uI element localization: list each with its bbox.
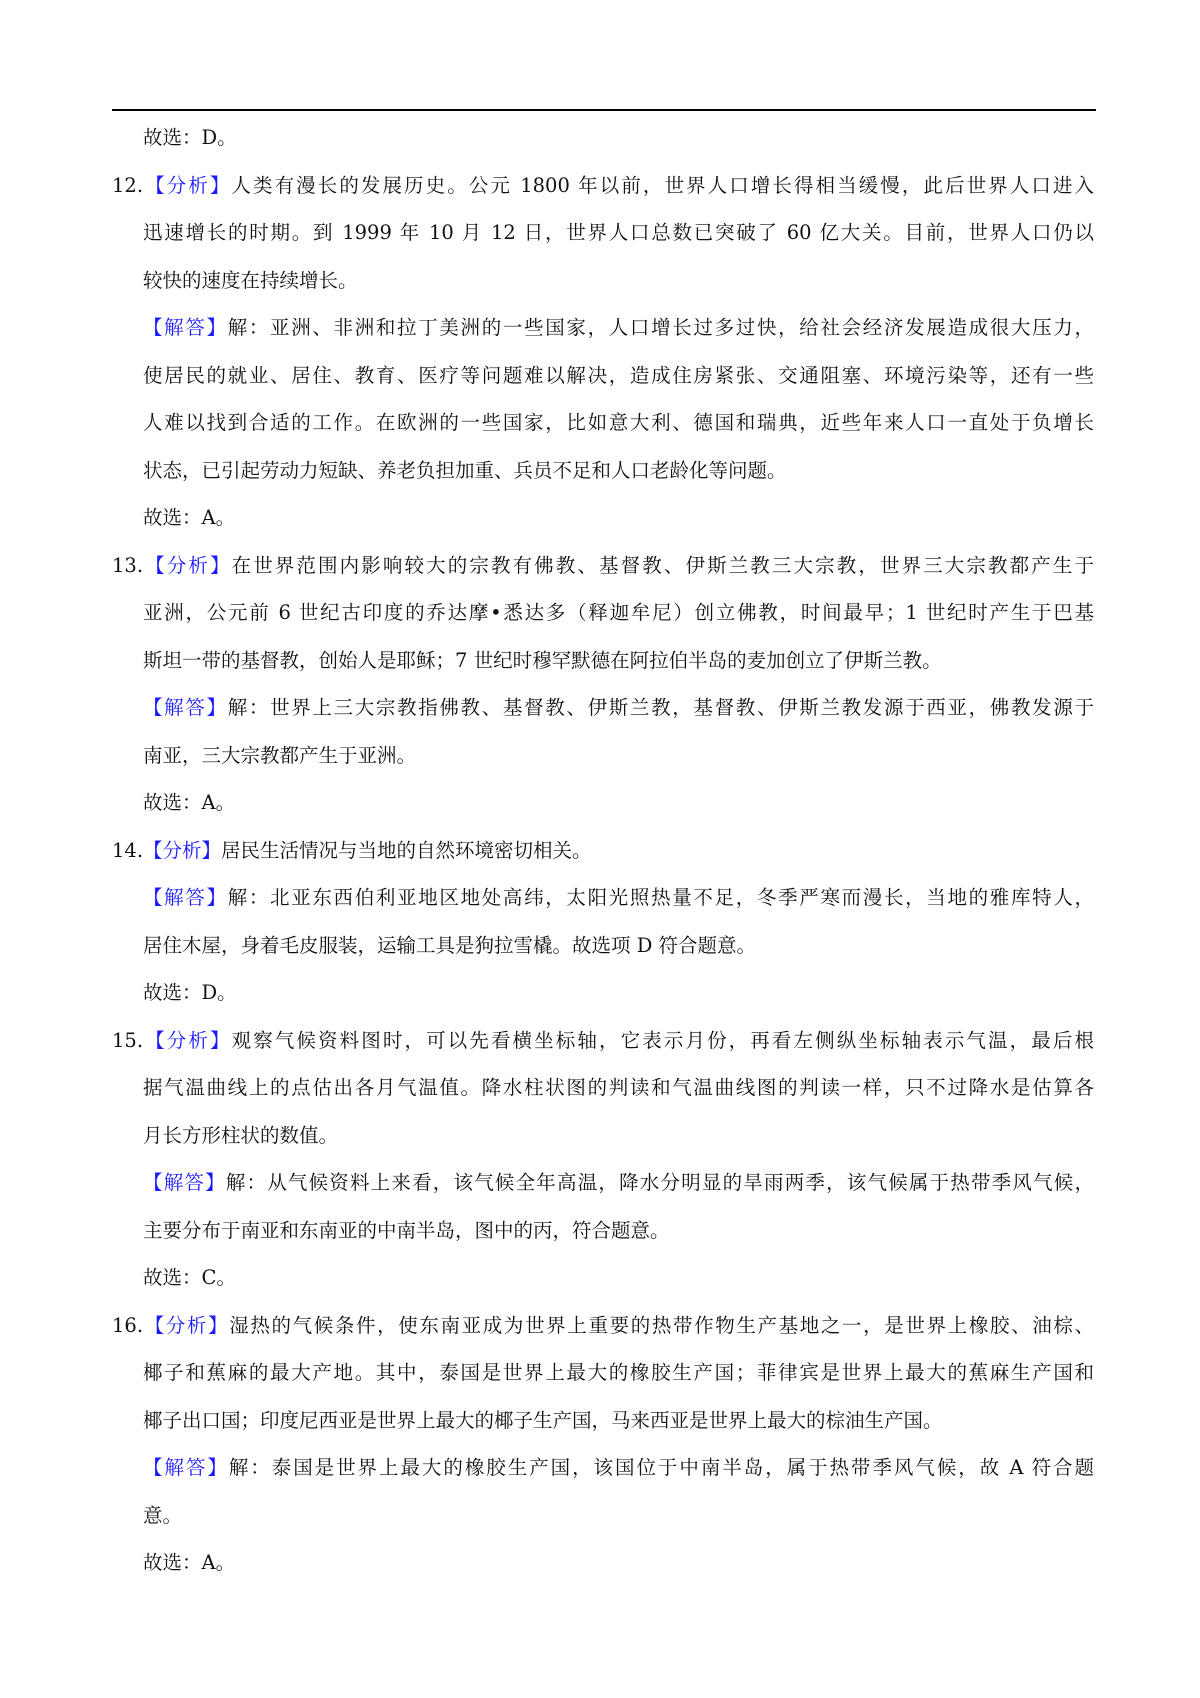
- solution-line: [112, 1492, 1094, 1540]
- analysis-line: [112, 637, 1094, 685]
- solution-text: 意。: [143, 1503, 183, 1527]
- question-number: 16.: [112, 1313, 144, 1337]
- question-number: 12.: [112, 173, 144, 197]
- analysis-text: 在世界范围内影响较大的宗教有佛教、基督教、伊斯兰教三大宗教，世界三大宗教都产生于: [231, 553, 1094, 577]
- solution-tag: 【解答】: [143, 696, 228, 719]
- solution-tag: 【解答】: [143, 316, 228, 339]
- analysis-line: [112, 1112, 1094, 1160]
- analysis-text: 迅速增长的时期。到 1999 年 10 月 12 日，世界人口总数已突破了 60 亿大关。目前，世界人口仍以: [143, 221, 1094, 244]
- analysis-line: [112, 209, 1094, 257]
- analysis-text: 椰子出口国；印度尼西亚是世界上最大的椰子生产国，马来西亚是世界上最大的棕油生产国。: [143, 1408, 943, 1432]
- solution-tag: 【解答】: [143, 1456, 229, 1479]
- analysis-line: [112, 589, 1094, 637]
- analysis-line: [112, 1017, 1094, 1065]
- document-body: [112, 114, 1094, 1587]
- question-number: 14.: [112, 838, 144, 862]
- solution-text: 使居民的就业、居住、教育、医疗等问题难以解决，造成住房紧张、交通阻塞、环境污染等，还有一些: [143, 363, 1094, 387]
- solution-text: 解：亚洲、非洲和拉丁美洲的一些国家，人口增长过多过快，给社会经济发展造成很大压力，: [227, 316, 1094, 339]
- solution-line: [112, 1444, 1094, 1492]
- analysis-line: [112, 827, 1094, 875]
- analysis-text: 月长方形柱状的数值。: [143, 1123, 339, 1147]
- solution-text: 解：北亚东西伯利亚地区地处高纬，太阳光照热量不足，冬季严寒而漫长，当地的雅库特人，: [227, 886, 1094, 909]
- previous-answer: 故选：D。: [143, 126, 237, 149]
- solution-line: [112, 874, 1094, 922]
- answer-line: 故选：A。: [143, 1551, 236, 1574]
- analysis-text: 椰子和蕉麻的最大产地。其中，泰国是世界上最大的橡胶生产国；菲律宾是世界上最大的蕉麻生产国和: [143, 1361, 1094, 1384]
- analysis-line: [112, 162, 1094, 210]
- solution-tag: 【解答】: [143, 1171, 226, 1194]
- solution-line: [112, 684, 1094, 732]
- solution-line: [112, 922, 1094, 970]
- header-rule: [112, 109, 1096, 111]
- solution-text: 解：泰国是世界上最大的橡胶生产国，该国位于中南半岛，属于热带季风气候，故 A 符合题: [228, 1456, 1094, 1479]
- analysis-text: 斯坦一带的基督教，创始人是耶稣；7 世纪时穆罕默德在阿拉伯半岛的麦加创立了伊斯兰教。: [143, 648, 942, 672]
- analysis-line: [112, 1397, 1094, 1445]
- analysis-tag: 【分析】: [143, 553, 232, 577]
- solution-text: 解：从气候资料上来看，该气候全年高温，降水分明显的旱雨两季，该气候属于热带季风气候，: [225, 1171, 1094, 1194]
- analysis-text: 居民生活情况与当地的自然环境密切相关。: [221, 838, 592, 862]
- analysis-line: [112, 1064, 1094, 1112]
- analysis-text: 观察气候资料图时，可以先看横坐标轴，它表示月份，再看左侧纵坐标轴表示气温，最后根: [231, 1028, 1094, 1052]
- analysis-tag: 【分析】: [143, 838, 222, 862]
- solution-line: [112, 732, 1094, 780]
- analysis-tag: 【分析】: [143, 1028, 232, 1052]
- analysis-text: 人类有漫长的发展历史。公元 1800 年以前，世界人口增长得相当缓慢，此后世界人口进入: [231, 173, 1094, 197]
- solution-text: 居住木屋，身着毛皮服装，运输工具是狗拉雪橇。故选项 D 符合题意。: [143, 933, 757, 957]
- solution-line: [112, 1207, 1094, 1255]
- analysis-text: 湿热的气候条件，使东南亚成为世界上重要的热带作物生产基地之一，是世界上橡胶、油棕、: [229, 1313, 1094, 1337]
- analysis-text: 据气温曲线上的点估出各月气温值。降水柱状图的判读和气温曲线图的判读一样，只不过降水是估算各: [143, 1076, 1094, 1099]
- analysis-text: 亚洲，公元前 6 世纪古印度的乔达摩•悉达多（释迦牟尼）创立佛教，时间最早；1 世纪时产生于巴基: [143, 601, 1094, 624]
- answer-line: 故选：C。: [143, 1266, 236, 1289]
- question-number: 13.: [112, 553, 144, 577]
- analysis-line: [112, 1302, 1094, 1350]
- solution-line: [112, 399, 1094, 447]
- analysis-tag: 【分析】: [143, 1313, 230, 1337]
- answer-line: 故选：D。: [143, 981, 237, 1004]
- analysis-line: [112, 257, 1094, 305]
- analysis-tag: 【分析】: [143, 173, 232, 197]
- solution-text: 状态，已引起劳动力短缺、养老负担加重、兵员不足和人口老龄化等问题。: [143, 458, 787, 482]
- answer-line: 故选：A。: [143, 791, 236, 814]
- solution-text: 南亚，三大宗教都产生于亚洲。: [143, 743, 417, 767]
- solution-line: [112, 1159, 1094, 1207]
- question-number: 15.: [112, 1028, 144, 1052]
- analysis-line: [112, 1349, 1094, 1397]
- solution-line: [112, 352, 1094, 400]
- solution-line: [112, 304, 1094, 352]
- answer-line: 故选：A。: [143, 506, 236, 529]
- solution-line: [112, 447, 1094, 495]
- solution-text: 人难以找到合适的工作。在欧洲的一些国家，比如意大利、德国和瑞典，近些年来人口一直处于负增长: [143, 411, 1094, 434]
- analysis-text: 较快的速度在持续增长。: [143, 268, 358, 292]
- solution-tag: 【解答】: [143, 886, 228, 909]
- solution-text: 解：世界上三大宗教指佛教、基督教、伊斯兰教，基督教、伊斯兰教发源于西亚，佛教发源于: [227, 696, 1094, 719]
- solution-text: 主要分布于南亚和东南亚的中南半岛，图中的丙，符合题意。: [143, 1218, 670, 1242]
- analysis-line: [112, 542, 1094, 590]
